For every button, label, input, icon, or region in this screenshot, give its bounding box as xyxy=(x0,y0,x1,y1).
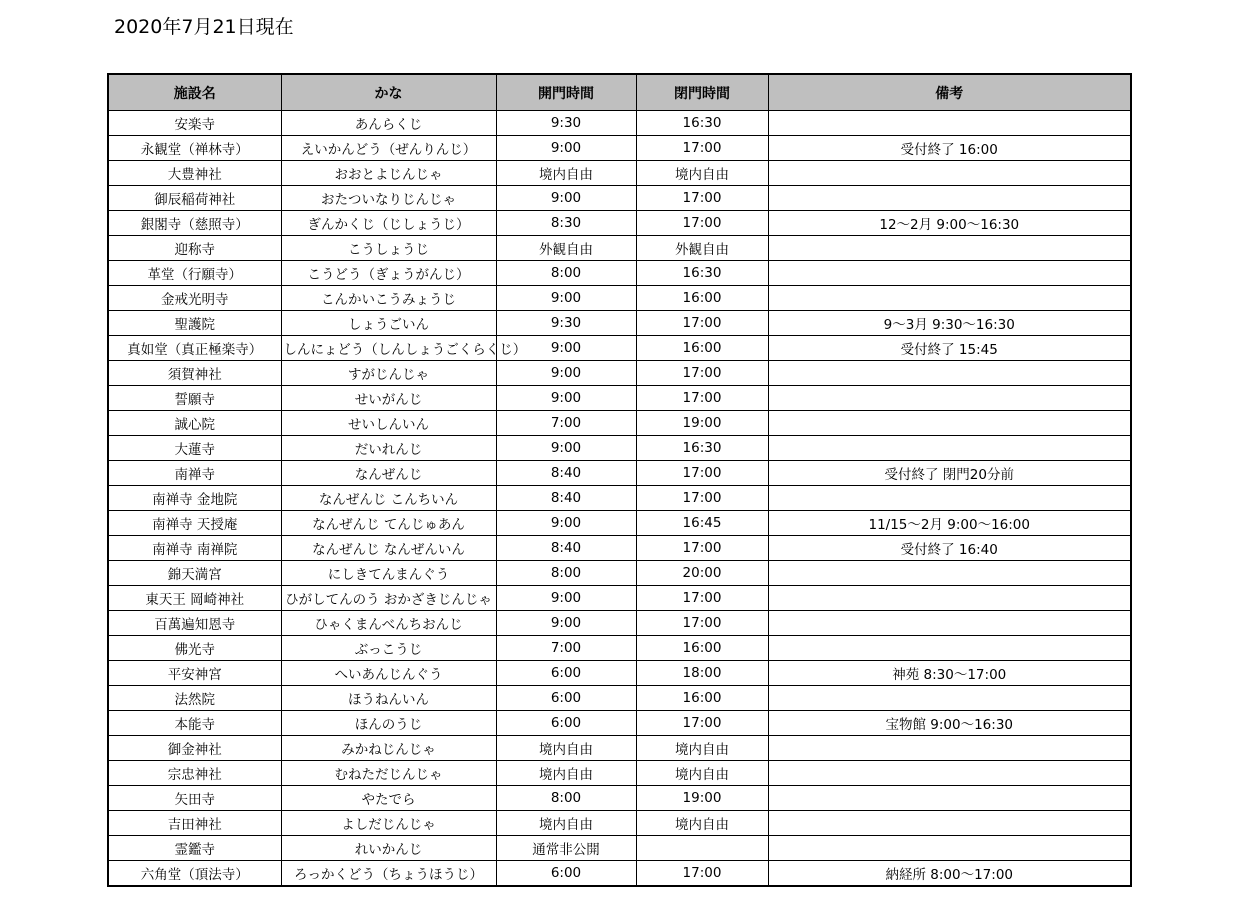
closing-time-cell: 境内自由 xyxy=(636,161,768,186)
facility-name-cell: 百萬遍知恩寺 xyxy=(108,611,281,636)
opening-time-cell: 外観自由 xyxy=(496,236,636,261)
opening-time-cell: 9:00 xyxy=(496,611,636,636)
remarks-cell xyxy=(768,561,1131,586)
remarks-cell xyxy=(768,586,1131,611)
closing-time-cell: 16:00 xyxy=(636,286,768,311)
closing-time-cell: 20:00 xyxy=(636,561,768,586)
facility-name-cell: 法然院 xyxy=(108,686,281,711)
kana-cell: こんかいこうみょうじ xyxy=(281,286,496,311)
table-row xyxy=(108,711,1131,736)
remarks-cell: 納経所 8:00～17:00 xyxy=(768,861,1131,887)
table-row xyxy=(108,586,1131,611)
table-row xyxy=(108,436,1131,461)
opening-time-cell: 8:00 xyxy=(496,561,636,586)
opening-time-cell: 9:00 xyxy=(496,586,636,611)
kana-cell: なんぜんじ こんちいん xyxy=(281,486,496,511)
facility-name-cell: 吉田神社 xyxy=(108,811,281,836)
facility-name-cell: 誠心院 xyxy=(108,411,281,436)
table-header-row xyxy=(108,74,1131,111)
opening-time-cell: 6:00 xyxy=(496,686,636,711)
table-row xyxy=(108,661,1131,686)
opening-time-cell: 境内自由 xyxy=(496,161,636,186)
kana-cell: しょうごいん xyxy=(281,311,496,336)
opening-time-cell: 境内自由 xyxy=(496,736,636,761)
opening-time-cell: 9:00 xyxy=(496,186,636,211)
table-row xyxy=(108,211,1131,236)
table-row xyxy=(108,186,1131,211)
remarks-cell xyxy=(768,811,1131,836)
facility-name-cell: 聖護院 xyxy=(108,311,281,336)
remarks-cell xyxy=(768,111,1131,136)
opening-time-cell: 8:40 xyxy=(496,486,636,511)
facility-name-cell: 南禅寺 南禅院 xyxy=(108,536,281,561)
closing-time-cell: 外観自由 xyxy=(636,236,768,261)
table-row xyxy=(108,261,1131,286)
table-row xyxy=(108,861,1131,887)
remarks-cell: 受付終了 16:00 xyxy=(768,136,1131,161)
kana-cell: ろっかくどう（ちょうほうじ） xyxy=(281,861,496,887)
table-row xyxy=(108,811,1131,836)
facility-name-cell: 霊鑑寺 xyxy=(108,836,281,861)
closing-time-cell: 境内自由 xyxy=(636,811,768,836)
closing-time-cell: 16:30 xyxy=(636,261,768,286)
kana-cell: せいがんじ xyxy=(281,386,496,411)
kana-cell: むねただじんじゃ xyxy=(281,761,496,786)
table-row xyxy=(108,361,1131,386)
kana-cell: ほうねんいん xyxy=(281,686,496,711)
remarks-cell xyxy=(768,186,1131,211)
remarks-cell xyxy=(768,386,1131,411)
kana-cell: しんにょどう（しんしょうごくらくじ） xyxy=(281,336,496,361)
closing-time-cell xyxy=(636,836,768,861)
closing-time-cell: 16:00 xyxy=(636,686,768,711)
facility-name-cell: 銀閣寺（慈照寺） xyxy=(108,211,281,236)
opening-time-cell: 8:00 xyxy=(496,786,636,811)
opening-time-cell: 8:00 xyxy=(496,261,636,286)
kana-cell: よしだじんじゃ xyxy=(281,811,496,836)
facility-name-cell: 御金神社 xyxy=(108,736,281,761)
table-row xyxy=(108,161,1131,186)
facility-name-cell: 誓願寺 xyxy=(108,386,281,411)
table-row xyxy=(108,511,1131,536)
remarks-cell: 神苑 8:30～17:00 xyxy=(768,661,1131,686)
table-row xyxy=(108,486,1131,511)
opening-time-cell: 通常非公開 xyxy=(496,836,636,861)
remarks-cell: 受付終了 15:45 xyxy=(768,336,1131,361)
opening-time-cell: 7:00 xyxy=(496,636,636,661)
table-row xyxy=(108,411,1131,436)
facility-name-cell: 大豊神社 xyxy=(108,161,281,186)
closing-time-cell: 17:00 xyxy=(636,136,768,161)
closing-time-cell: 17:00 xyxy=(636,586,768,611)
closing-time-cell: 16:30 xyxy=(636,111,768,136)
opening-time-cell: 9:00 xyxy=(496,436,636,461)
remarks-cell xyxy=(768,786,1131,811)
opening-time-cell: 境内自由 xyxy=(496,811,636,836)
facility-name-cell: 安楽寺 xyxy=(108,111,281,136)
facility-name-cell: 六角堂（頂法寺） xyxy=(108,861,281,887)
remarks-cell xyxy=(768,486,1131,511)
opening-time-cell: 9:00 xyxy=(496,136,636,161)
facility-name-cell: 大蓮寺 xyxy=(108,436,281,461)
table-row xyxy=(108,311,1131,336)
closing-time-cell: 17:00 xyxy=(636,211,768,236)
opening-time-cell: 6:00 xyxy=(496,711,636,736)
table-row xyxy=(108,111,1131,136)
kana-cell: なんぜんじ xyxy=(281,461,496,486)
facility-name-cell: 南禅寺 天授庵 xyxy=(108,511,281,536)
closing-time-cell: 18:00 xyxy=(636,661,768,686)
remarks-cell: 受付終了 16:40 xyxy=(768,536,1131,561)
remarks-cell xyxy=(768,411,1131,436)
facility-name-cell: 永観堂（禅林寺） xyxy=(108,136,281,161)
facility-name-cell: 南禅寺 金地院 xyxy=(108,486,281,511)
facility-name-cell: 南禅寺 xyxy=(108,461,281,486)
facility-hours-table xyxy=(107,73,1132,887)
facility-name-cell: 宗忠神社 xyxy=(108,761,281,786)
table-row xyxy=(108,236,1131,261)
kana-cell: なんぜんじ なんぜんいん xyxy=(281,536,496,561)
remarks-cell: 12～2月 9:00～16:30 xyxy=(768,211,1131,236)
remarks-cell xyxy=(768,611,1131,636)
table-row xyxy=(108,786,1131,811)
table-body xyxy=(108,111,1131,887)
closing-time-cell: 19:00 xyxy=(636,411,768,436)
remarks-cell xyxy=(768,236,1131,261)
facility-name-cell: 御辰稲荷神社 xyxy=(108,186,281,211)
remarks-cell xyxy=(768,161,1131,186)
closing-time-cell: 17:00 xyxy=(636,711,768,736)
kana-cell: だいれんじ xyxy=(281,436,496,461)
facility-name-cell: 須賀神社 xyxy=(108,361,281,386)
table-row xyxy=(108,336,1131,361)
kana-cell: なんぜんじ てんじゅあん xyxy=(281,511,496,536)
facility-name-cell: 佛光寺 xyxy=(108,636,281,661)
table-row xyxy=(108,636,1131,661)
table-row xyxy=(108,761,1131,786)
remarks-cell xyxy=(768,636,1131,661)
opening-time-cell: 9:30 xyxy=(496,311,636,336)
table-row xyxy=(108,836,1131,861)
facility-name-cell: 錦天満宮 xyxy=(108,561,281,586)
remarks-cell xyxy=(768,736,1131,761)
opening-time-cell: 9:00 xyxy=(496,386,636,411)
table-row xyxy=(108,286,1131,311)
closing-time-cell: 境内自由 xyxy=(636,736,768,761)
opening-time-cell: 6:00 xyxy=(496,861,636,887)
closing-time-cell: 16:00 xyxy=(636,636,768,661)
remarks-cell xyxy=(768,836,1131,861)
kana-cell: あんらくじ xyxy=(281,111,496,136)
kana-cell: おたついなりじんじゃ xyxy=(281,186,496,211)
closing-time-cell: 17:00 xyxy=(636,536,768,561)
facility-name-cell: 矢田寺 xyxy=(108,786,281,811)
table-row xyxy=(108,461,1131,486)
kana-cell: ぶっこうじ xyxy=(281,636,496,661)
opening-time-cell: 9:00 xyxy=(496,286,636,311)
opening-time-cell: 8:40 xyxy=(496,536,636,561)
kana-cell: すがじんじゃ xyxy=(281,361,496,386)
remarks-cell xyxy=(768,361,1131,386)
opening-time-cell: 9:30 xyxy=(496,111,636,136)
closing-time-cell: 17:00 xyxy=(636,861,768,887)
closing-time-cell: 17:00 xyxy=(636,461,768,486)
opening-time-cell: 7:00 xyxy=(496,411,636,436)
facility-name-cell: 東天王 岡崎神社 xyxy=(108,586,281,611)
opening-time-cell: 6:00 xyxy=(496,661,636,686)
facility-name-cell: 本能寺 xyxy=(108,711,281,736)
kana-cell: ぎんかくじ（じしょうじ） xyxy=(281,211,496,236)
kana-cell: こうしょうじ xyxy=(281,236,496,261)
table-row xyxy=(108,686,1131,711)
closing-time-cell: 17:00 xyxy=(636,361,768,386)
facility-name-cell: 真如堂（真正極楽寺） xyxy=(108,336,281,361)
closing-time-cell: 17:00 xyxy=(636,311,768,336)
opening-time-cell: 9:00 xyxy=(496,511,636,536)
remarks-cell xyxy=(768,436,1131,461)
kana-cell: みかねじんじゃ xyxy=(281,736,496,761)
remarks-cell: 11/15～2月 9:00～16:00 xyxy=(768,511,1131,536)
closing-time-cell: 17:00 xyxy=(636,186,768,211)
remarks-cell xyxy=(768,261,1131,286)
opening-time-cell: 9:00 xyxy=(496,336,636,361)
kana-cell: せいしんいん xyxy=(281,411,496,436)
column-header-closing-time: 閉門時間 xyxy=(636,74,768,111)
as-of-date-heading: 2020年7月21日現在 xyxy=(114,16,294,38)
facility-name-cell: 迎称寺 xyxy=(108,236,281,261)
column-header-opening-time: 開門時間 xyxy=(496,74,636,111)
remarks-cell xyxy=(768,686,1131,711)
kana-cell: えいかんどう（ぜんりんじ） xyxy=(281,136,496,161)
facility-name-cell: 平安神宮 xyxy=(108,661,281,686)
opening-time-cell: 9:00 xyxy=(496,361,636,386)
remarks-cell xyxy=(768,761,1131,786)
opening-time-cell: 8:30 xyxy=(496,211,636,236)
closing-time-cell: 17:00 xyxy=(636,611,768,636)
remarks-cell: 9～3月 9:30～16:30 xyxy=(768,311,1131,336)
kana-cell: れいかんじ xyxy=(281,836,496,861)
column-header-facility-name: 施設名 xyxy=(108,74,281,111)
kana-cell: にしきてんまんぐう xyxy=(281,561,496,586)
closing-time-cell: 16:45 xyxy=(636,511,768,536)
kana-cell: へいあんじんぐう xyxy=(281,661,496,686)
kana-cell: やたでら xyxy=(281,786,496,811)
table-row xyxy=(108,136,1131,161)
column-header-remarks: 備考 xyxy=(768,74,1131,111)
closing-time-cell: 境内自由 xyxy=(636,761,768,786)
remarks-cell: 宝物館 9:00～16:30 xyxy=(768,711,1131,736)
closing-time-cell: 16:30 xyxy=(636,436,768,461)
closing-time-cell: 17:00 xyxy=(636,386,768,411)
kana-cell: ひがしてんのう おかざきじんじゃ xyxy=(281,586,496,611)
opening-time-cell: 8:40 xyxy=(496,461,636,486)
kana-cell: ひゃくまんべんちおんじ xyxy=(281,611,496,636)
closing-time-cell: 16:00 xyxy=(636,336,768,361)
table-row xyxy=(108,386,1131,411)
remarks-cell: 受付終了 閉門20分前 xyxy=(768,461,1131,486)
remarks-cell xyxy=(768,286,1131,311)
column-header-kana: かな xyxy=(281,74,496,111)
table-row xyxy=(108,561,1131,586)
facility-name-cell: 革堂（行願寺） xyxy=(108,261,281,286)
kana-cell: こうどう（ぎょうがんじ） xyxy=(281,261,496,286)
facility-name-cell: 金戒光明寺 xyxy=(108,286,281,311)
closing-time-cell: 17:00 xyxy=(636,486,768,511)
opening-time-cell: 境内自由 xyxy=(496,761,636,786)
table-row xyxy=(108,611,1131,636)
kana-cell: おおとよじんじゃ xyxy=(281,161,496,186)
kana-cell: ほんのうじ xyxy=(281,711,496,736)
table-row xyxy=(108,736,1131,761)
closing-time-cell: 19:00 xyxy=(636,786,768,811)
table-row xyxy=(108,536,1131,561)
